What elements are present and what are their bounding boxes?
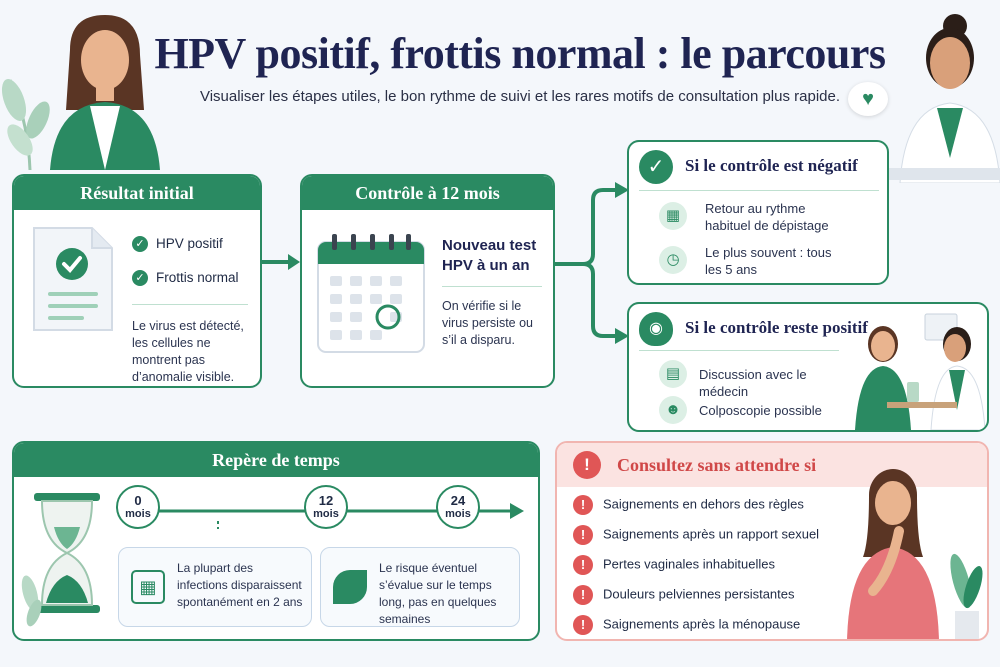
calendar-icon: ▦ [131, 570, 165, 604]
divider [639, 190, 879, 191]
control-title: Nouveau test HPV à un an [442, 237, 537, 274]
alert-item: ! Saignements après la ménopause [573, 615, 800, 635]
initial-result-heading: Résultat initial [14, 176, 260, 210]
alert-icon: ! [573, 555, 593, 575]
positive-item-colposcopy: ☻ Colposcopie possible [659, 396, 859, 419]
negative-card [627, 140, 889, 285]
control-heading: Contrôle à 12 mois [302, 176, 553, 210]
alert-item: ! Douleurs pelviennes persistantes [573, 585, 795, 605]
clock-icon: ◷ [659, 246, 687, 274]
leaf-icon [333, 570, 367, 604]
branch-arrows [555, 180, 630, 350]
timeline-card [12, 441, 540, 641]
alert-icon: ! [573, 495, 593, 515]
timeline-point-0: 0 mois [116, 485, 160, 529]
negative-item-rhythm: ▦ Retour au rythme habituel de dépistage [659, 200, 879, 234]
alert-item: ! Saignements en dehors des règles [573, 495, 804, 515]
divider [639, 350, 839, 351]
divider [132, 304, 248, 305]
timeline-note-risk: Le risque éventuel s’évalue sur le temps long, pas en quelques semaines [320, 547, 520, 627]
alert-heading: Consultez sans attendre si [617, 455, 817, 475]
thinking-woman-illustration [833, 461, 989, 641]
user-search-icon: ☻ [659, 396, 687, 424]
page-title: HPV positif, frottis normal : le parcours [154, 29, 886, 78]
initial-item-frottis: ✓ Frottis normal [132, 270, 239, 286]
calendar-icon: ▦ [659, 202, 687, 230]
alert-item: ! Pertes vaginales inhabituelles [573, 555, 775, 575]
document-check-icon [30, 224, 116, 334]
initial-description: Le virus est détecté, les cellules ne montrent pas d’anomalie visible. [132, 319, 244, 384]
positive-card [627, 302, 989, 432]
chat-icon: ▤ [659, 360, 687, 388]
control-card [300, 174, 555, 388]
positive-heading: Si le contrôle reste positif [685, 318, 868, 337]
timeline-point-24: 24 mois [436, 485, 480, 529]
plant-illustration-bottom [16, 553, 46, 633]
control-description: On vérifie si le virus persiste ou s’il a disparu. [442, 299, 534, 347]
alert-item: ! Saignements après un rapport sexuel [573, 525, 819, 545]
alert-icon: ! [573, 615, 593, 635]
calendar-icon [316, 232, 428, 356]
check-icon: ✓ [639, 150, 673, 184]
timeline-heading: Repère de temps [14, 443, 538, 477]
check-icon: ✓ [132, 270, 148, 286]
alert-icon: ! [573, 585, 593, 605]
heart-icon: ♥ [862, 88, 874, 110]
alert-icon: ! [573, 525, 593, 545]
alert-card [555, 441, 989, 641]
positive-item-discussion: ▤ Discussion avec le médecin [659, 360, 859, 400]
alert-icon: ! [573, 451, 601, 479]
timeline-note-infections: ▦ La plupart des infections disparaissent spontanément en 2 ans [118, 547, 312, 627]
negative-item-frequency: ◷ Le plus souvent : tous les 5 ans [659, 244, 879, 278]
divider [442, 286, 542, 287]
initial-item-hpv: ✓ HPV positif [132, 236, 223, 252]
page-subtitle: Visualiser les étapes utiles, le bon rythme de suivi et les rares motifs de consultation plus rapide. [199, 88, 841, 105]
check-icon: ✓ [132, 236, 148, 252]
shield-eye-icon: ◉ [639, 312, 673, 346]
negative-heading: Si le contrôle est négatif [685, 156, 858, 175]
consultation-illustration [847, 310, 987, 430]
initial-result-card [12, 174, 262, 388]
timeline-point-12: 12 mois [304, 485, 348, 529]
arrow-right-icon [262, 252, 300, 272]
